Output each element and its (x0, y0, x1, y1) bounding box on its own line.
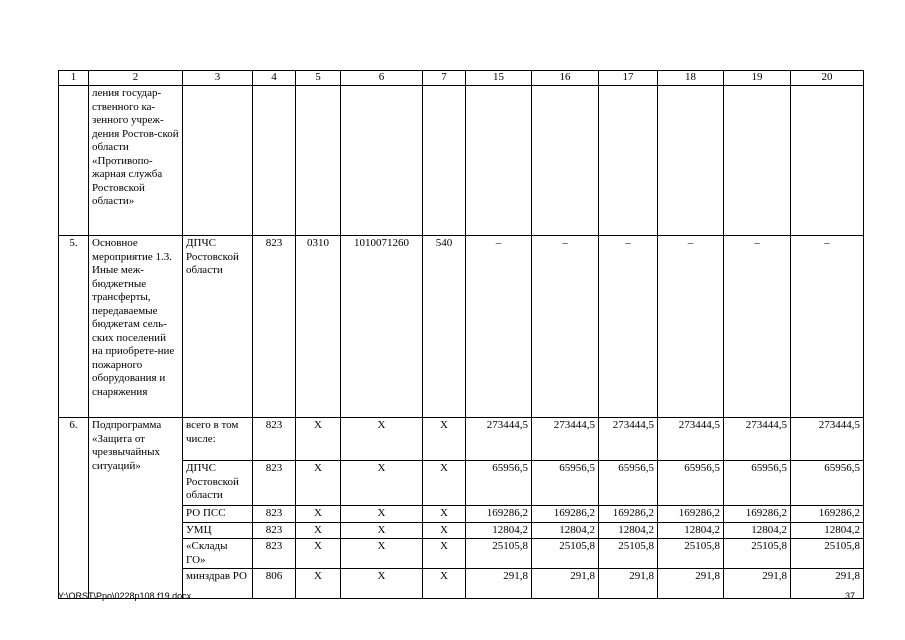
value-cell: 12804,2 (466, 522, 532, 539)
table-row (59, 86, 864, 236)
header-cell: 16 (532, 71, 599, 86)
value-cell: – (532, 236, 599, 418)
row-grbs (253, 86, 296, 236)
header-cell: 4 (253, 71, 296, 86)
value-cell: 273444,5 (791, 418, 864, 461)
value-cell: 273444,5 (724, 418, 791, 461)
value-cell: 273444,5 (532, 418, 599, 461)
column-number-header (59, 71, 864, 86)
value-cell: 25105,8 (532, 539, 599, 569)
value-cell: – (724, 236, 791, 418)
row-executor: ДПЧС Ростовской области (183, 461, 253, 506)
value-cell (532, 86, 599, 236)
row-csr: Х (341, 539, 423, 569)
value-cell: 12804,2 (791, 522, 864, 539)
value-cell: 291,8 (466, 569, 532, 599)
header-cell: 17 (599, 71, 658, 86)
page-number: 37 (845, 591, 856, 601)
value-cell: 273444,5 (599, 418, 658, 461)
value-cell: – (599, 236, 658, 418)
row-rz: Х (296, 539, 341, 569)
row-grbs: 823 (253, 461, 296, 506)
value-cell: 65956,5 (599, 461, 658, 506)
value-cell: 65956,5 (466, 461, 532, 506)
row-vr: Х (423, 461, 466, 506)
table-row (59, 418, 864, 461)
row-grbs: 823 (253, 236, 296, 418)
row-executor: ДПЧС Ростовской области (183, 236, 253, 418)
value-cell: 169286,2 (658, 506, 724, 523)
value-cell: 25105,8 (599, 539, 658, 569)
row-executor: «Склады ГО» (183, 539, 253, 569)
row-vr: Х (423, 506, 466, 523)
value-cell: 12804,2 (599, 522, 658, 539)
value-cell: 291,8 (724, 569, 791, 599)
value-cell: 65956,5 (532, 461, 599, 506)
row-number (59, 86, 89, 236)
header-cell: 6 (341, 71, 423, 86)
value-cell: 65956,5 (658, 461, 724, 506)
row-vr: 540 (423, 236, 466, 418)
value-cell: 169286,2 (599, 506, 658, 523)
row-executor: РО ПСС (183, 506, 253, 523)
row-name: ления государ-ственного ка-зенного учреж-дения Ростов-ской области «Противопо-жарная служба Ростовской области» (89, 86, 183, 236)
header-cell: 18 (658, 71, 724, 86)
row-rz: Х (296, 569, 341, 599)
budget-table (58, 70, 864, 599)
row-rz: Х (296, 522, 341, 539)
value-cell (599, 86, 658, 236)
value-cell: – (791, 236, 864, 418)
value-cell: 25105,8 (658, 539, 724, 569)
row-rz: Х (296, 461, 341, 506)
value-cell: 169286,2 (466, 506, 532, 523)
row-vr: Х (423, 569, 466, 599)
row-rz: Х (296, 418, 341, 461)
row-rz: Х (296, 506, 341, 523)
row-vr: Х (423, 539, 466, 569)
row-csr: Х (341, 461, 423, 506)
row-grbs: 823 (253, 506, 296, 523)
value-cell: 65956,5 (724, 461, 791, 506)
row-executor: всего в том числе: (183, 418, 253, 461)
row-rz (296, 86, 341, 236)
value-cell: 273444,5 (658, 418, 724, 461)
row-csr: Х (341, 506, 423, 523)
value-cell: 273444,5 (466, 418, 532, 461)
row-grbs: 823 (253, 418, 296, 461)
header-cell: 5 (296, 71, 341, 86)
header-cell: 20 (791, 71, 864, 86)
row-rz: 0310 (296, 236, 341, 418)
header-cell: 3 (183, 71, 253, 86)
row-vr (423, 86, 466, 236)
value-cell: – (466, 236, 532, 418)
row-csr: Х (341, 522, 423, 539)
header-cell: 7 (423, 71, 466, 86)
row-csr: Х (341, 418, 423, 461)
value-cell: – (658, 236, 724, 418)
row-number: 6. (59, 418, 89, 599)
row-vr: Х (423, 522, 466, 539)
header-cell: 19 (724, 71, 791, 86)
value-cell: 169286,2 (532, 506, 599, 523)
value-cell (791, 86, 864, 236)
value-cell: 291,8 (658, 569, 724, 599)
header-cell: 15 (466, 71, 532, 86)
row-number: 5. (59, 236, 89, 418)
row-csr: 1010071260 (341, 236, 423, 418)
value-cell (658, 86, 724, 236)
table-row (59, 236, 864, 418)
value-cell: 291,8 (532, 569, 599, 599)
value-cell: 12804,2 (532, 522, 599, 539)
row-executor (183, 86, 253, 236)
row-name: Основное мероприятие 1.3. Иные меж-бюджетные трансферты, передаваемые бюджетам сель-ских поселений на приобрете-ние пожарного оборудования и снаряжения (89, 236, 183, 418)
row-grbs: 823 (253, 522, 296, 539)
value-cell: 65956,5 (791, 461, 864, 506)
row-csr (341, 86, 423, 236)
header-cell: 2 (89, 71, 183, 86)
value-cell: 291,8 (791, 569, 864, 599)
row-grbs: 806 (253, 569, 296, 599)
value-cell: 169286,2 (724, 506, 791, 523)
row-grbs: 823 (253, 539, 296, 569)
value-cell: 12804,2 (724, 522, 791, 539)
footer-file-path: Y:\ORST\Ppo\0228p108.f19.docx (58, 591, 192, 601)
value-cell: 25105,8 (791, 539, 864, 569)
row-name: Подпрограмма «Защита от чрезвычайных ситуаций» (89, 418, 183, 599)
value-cell: 25105,8 (724, 539, 791, 569)
header-cell: 1 (59, 71, 89, 86)
row-executor: УМЦ (183, 522, 253, 539)
value-cell: 291,8 (599, 569, 658, 599)
value-cell (724, 86, 791, 236)
row-csr: Х (341, 569, 423, 599)
value-cell (466, 86, 532, 236)
value-cell: 12804,2 (658, 522, 724, 539)
value-cell: 169286,2 (791, 506, 864, 523)
value-cell: 25105,8 (466, 539, 532, 569)
row-executor: минздрав РО (183, 569, 253, 599)
row-vr: Х (423, 418, 466, 461)
